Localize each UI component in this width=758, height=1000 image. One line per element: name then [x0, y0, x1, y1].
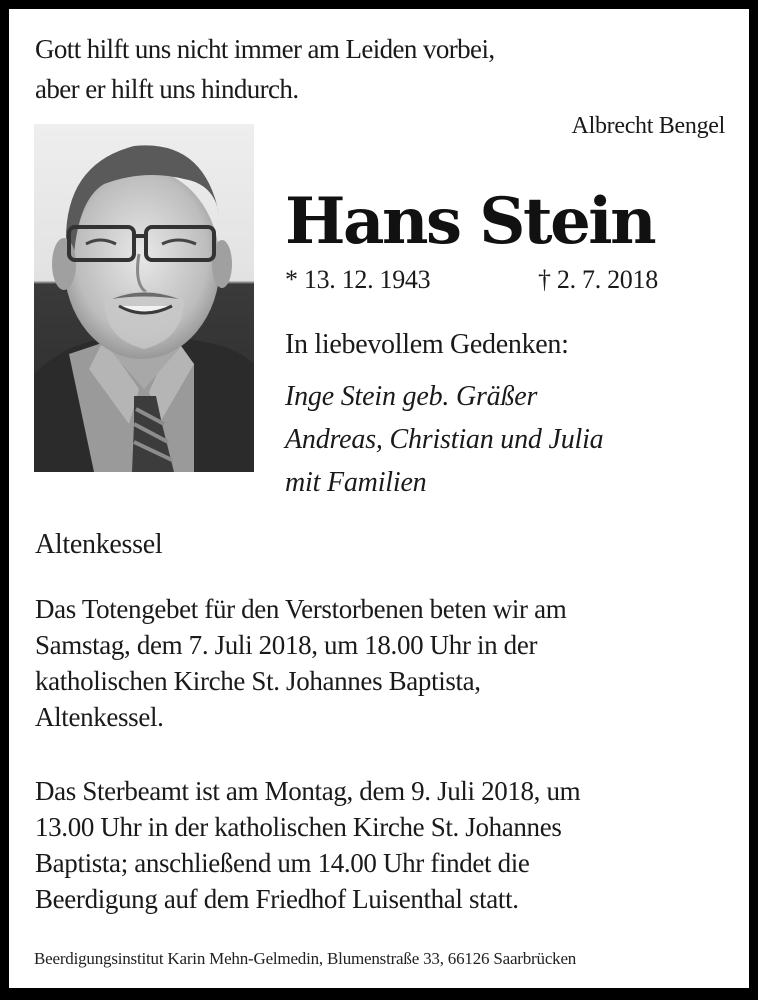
portrait-image — [34, 124, 254, 472]
quote-line: aber er hilft uns hindurch. — [35, 74, 299, 104]
funeral-home-footer: Beerdigungsinstitut Karin Mehn-Gelmedin, Blumenstraße 33, 66126 Saarbrücken — [34, 949, 577, 968]
paragraph-line: Altenkessel. — [35, 702, 164, 732]
quote-author: Albrecht Bengel — [571, 113, 725, 139]
memorial-heading: In liebevollem Gedenken: — [285, 329, 569, 360]
mourner-line: Inge Stein geb. Gräßer — [285, 381, 538, 412]
paragraph-line: Baptista; anschließend um 14.00 Uhr findet die — [35, 848, 530, 878]
death-date: † 2. 7. 2018 — [538, 265, 658, 294]
mourner-line: Andreas, Christian und Julia — [285, 424, 604, 455]
quote — [35, 29, 495, 109]
location: Altenkessel — [35, 529, 163, 560]
mourner-line: mit Familien — [285, 467, 427, 498]
obituary-card — [9, 9, 749, 988]
paragraph-line: 13.00 Uhr in der katholischen Kirche St. Johannes — [35, 812, 562, 842]
paragraph-line: katholischen Kirche St. Johannes Baptista, — [35, 666, 481, 696]
paragraph-line: Samstag, dem 7. Juli 2018, um 18.00 Uhr in der — [35, 630, 538, 660]
prayer-service-paragraph — [35, 591, 566, 735]
paragraph-line: Das Totengebet für den Verstorbenen beten wir am — [35, 594, 567, 624]
funeral-mass-paragraph — [35, 773, 580, 917]
portrait-photo — [34, 124, 254, 472]
birth-date: * 13. 12. 1943 — [285, 265, 431, 294]
paragraph-line: Beerdigung auf dem Friedhof Luisenthal statt. — [35, 884, 519, 914]
deceased-name: Hans Stein — [285, 184, 655, 259]
paragraph-line: Das Sterbeamt ist am Montag, dem 9. Juli 2018, um — [35, 776, 581, 806]
mourners-list — [285, 375, 603, 504]
quote-line: Gott hilft uns nicht immer am Leiden vorbei, — [35, 34, 495, 64]
